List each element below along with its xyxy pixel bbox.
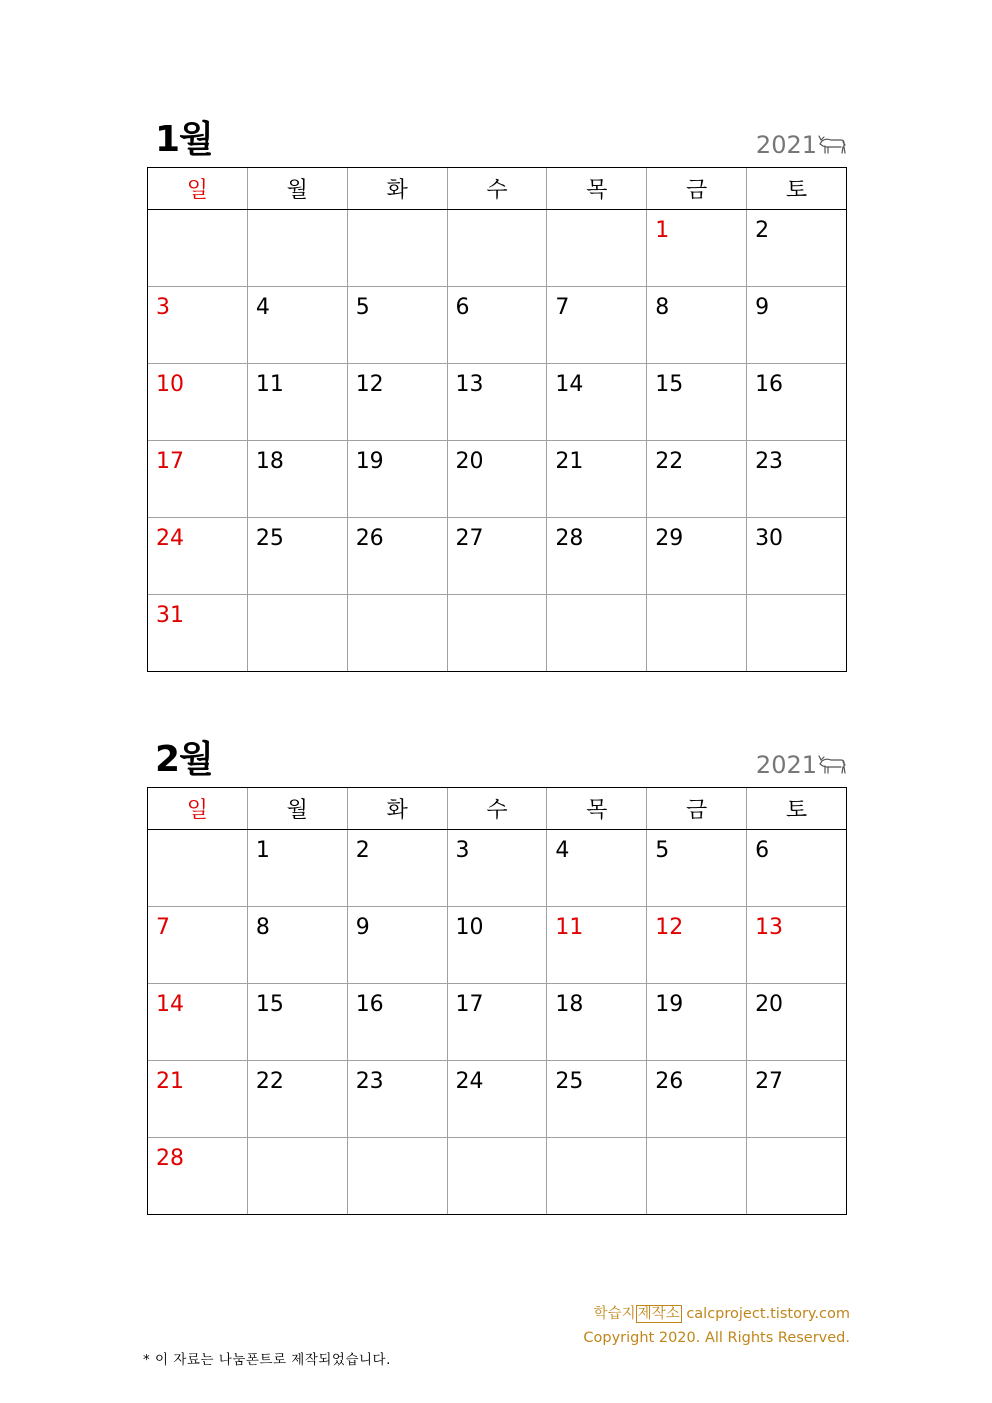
- day-cell: [647, 984, 747, 1061]
- empty-day-cell: [247, 595, 347, 672]
- day-cell: [747, 210, 847, 287]
- weekday-header-thu: 목: [547, 168, 647, 210]
- day-cell: [647, 210, 747, 287]
- day-number: [547, 1138, 646, 1148]
- day-number: [448, 595, 547, 605]
- day-number: 3: [156, 295, 170, 320]
- day-cell: [447, 984, 547, 1061]
- ox-icon: [817, 132, 847, 158]
- week-row: [148, 518, 847, 595]
- day-number: 5: [355, 295, 370, 320]
- day-cell: [647, 518, 747, 595]
- day-number: [148, 830, 247, 840]
- day-cell: [747, 518, 847, 595]
- year-wrap: [756, 750, 817, 780]
- brand-boxed: 제작소: [637, 1306, 680, 1322]
- weekday-header-mon: 월: [247, 788, 347, 830]
- day-number: 13: [755, 915, 784, 940]
- day-number: 4: [255, 295, 270, 320]
- empty-day-cell: [347, 1138, 447, 1215]
- day-number: 9: [355, 915, 370, 940]
- day-number: 8: [255, 915, 270, 940]
- day-cell: [148, 441, 248, 518]
- day-number: 28: [555, 526, 584, 551]
- day-number: 12: [655, 915, 684, 940]
- day-cell: [447, 907, 547, 984]
- day-cell: [547, 287, 647, 364]
- day-number: 23: [755, 449, 784, 474]
- day-number: 9: [755, 295, 770, 320]
- day-number: 16: [755, 372, 784, 397]
- empty-day-cell: [647, 595, 747, 672]
- day-number: 14: [156, 992, 184, 1017]
- day-number: 8: [655, 295, 670, 320]
- year-label: 2021: [755, 131, 817, 159]
- day-cell: [547, 830, 647, 907]
- day-cell: [347, 984, 447, 1061]
- day-cell: [547, 364, 647, 441]
- day-number: 28: [156, 1146, 184, 1171]
- day-number: [348, 595, 447, 605]
- weekday-header-mon: 월: [247, 168, 347, 210]
- day-number: 1: [255, 838, 270, 863]
- day-number: 17: [455, 992, 484, 1017]
- empty-day-cell: [447, 1138, 547, 1215]
- weekday-header-sat: 토: [747, 788, 847, 830]
- day-number: [148, 210, 247, 220]
- day-cell: [647, 830, 747, 907]
- day-cell: [447, 287, 547, 364]
- day-number: 2: [355, 838, 370, 863]
- day-number: 11: [555, 915, 584, 940]
- day-number: [547, 210, 646, 220]
- ox-icon: [817, 752, 847, 778]
- day-cell: [148, 1138, 248, 1215]
- weekday-header-fri: 금: [647, 788, 747, 830]
- month-february: [147, 738, 847, 1215]
- day-number: 26: [355, 526, 384, 551]
- day-number: 27: [755, 1069, 784, 1094]
- day-cell: [447, 830, 547, 907]
- weekday-header-sun: 일: [148, 168, 248, 210]
- day-number: 18: [555, 992, 584, 1017]
- day-number: 24: [455, 1069, 484, 1094]
- day-cell: [647, 907, 747, 984]
- empty-day-cell: [747, 1138, 847, 1215]
- empty-day-cell: [547, 210, 647, 287]
- day-number: 21: [555, 449, 584, 474]
- day-number: 14: [555, 372, 584, 397]
- day-cell: [647, 287, 747, 364]
- day-cell: [148, 364, 248, 441]
- day-number: [448, 1138, 547, 1148]
- week-row: [148, 595, 847, 672]
- day-number: [547, 595, 646, 605]
- day-number: 15: [655, 372, 684, 397]
- day-cell: [148, 907, 248, 984]
- day-number: 22: [255, 1069, 284, 1094]
- week-row: [148, 210, 847, 287]
- day-cell: [347, 287, 447, 364]
- day-cell: [447, 364, 547, 441]
- week-row: [148, 441, 847, 518]
- footer-brand-line: [583, 1302, 850, 1326]
- day-number: 7: [156, 915, 170, 940]
- day-number: 24: [156, 526, 184, 551]
- font-note: * 이 자료는 나눔폰트로 제작되었습니다.: [143, 1352, 391, 1368]
- day-number: 27: [455, 526, 484, 551]
- day-cell: [247, 287, 347, 364]
- day-number: 6: [755, 838, 770, 863]
- day-number: 21: [156, 1069, 184, 1094]
- weekday-header-tue: 화: [347, 168, 447, 210]
- day-number: 5: [655, 838, 670, 863]
- day-cell: [747, 1061, 847, 1138]
- calendar-table: [147, 167, 847, 672]
- day-number: 18: [255, 449, 284, 474]
- day-cell: [247, 364, 347, 441]
- day-number: [248, 595, 347, 605]
- empty-day-cell: [447, 595, 547, 672]
- calendar-table: [147, 787, 847, 1215]
- day-cell: [148, 518, 248, 595]
- day-cell: [347, 907, 447, 984]
- weekday-header-tue: 화: [347, 788, 447, 830]
- day-number: 30: [755, 526, 784, 551]
- week-row: [148, 830, 847, 907]
- day-cell: [647, 364, 747, 441]
- day-cell: [347, 518, 447, 595]
- day-number: 6: [455, 295, 470, 320]
- day-number: 12: [355, 372, 384, 397]
- day-number: 23: [355, 1069, 384, 1094]
- weekday-header-wed: 수: [447, 788, 547, 830]
- empty-day-cell: [647, 1138, 747, 1215]
- day-number: 20: [755, 992, 784, 1017]
- weekday-header-sun: 일: [148, 788, 248, 830]
- weekday-row: [148, 788, 847, 830]
- day-cell: [347, 441, 447, 518]
- week-row: [148, 1061, 847, 1138]
- day-cell: [447, 441, 547, 518]
- day-cell: [148, 984, 248, 1061]
- day-number: 19: [355, 449, 384, 474]
- empty-day-cell: [547, 1138, 647, 1215]
- month-header: [147, 738, 847, 787]
- day-cell: [447, 1061, 547, 1138]
- day-cell: [547, 518, 647, 595]
- day-cell: [247, 907, 347, 984]
- day-cell: [148, 287, 248, 364]
- day-number: 11: [255, 372, 284, 397]
- day-number: 10: [455, 915, 484, 940]
- day-number: 15: [255, 992, 284, 1017]
- day-number: 10: [156, 372, 184, 397]
- day-number: 1: [655, 218, 670, 243]
- month-january: [147, 118, 847, 672]
- day-cell: [547, 984, 647, 1061]
- day-number: 29: [655, 526, 684, 551]
- empty-day-cell: [148, 830, 248, 907]
- day-cell: [247, 830, 347, 907]
- empty-day-cell: [447, 210, 547, 287]
- empty-day-cell: [148, 210, 248, 287]
- month-header: [147, 118, 847, 167]
- month-title: 2월: [155, 739, 213, 780]
- weekday-row: [148, 168, 847, 210]
- day-number: 3: [455, 838, 470, 863]
- calendar-body: [148, 830, 847, 1215]
- day-cell: [747, 984, 847, 1061]
- day-cell: [547, 907, 647, 984]
- day-number: [348, 1138, 447, 1148]
- weekday-header-fri: 금: [647, 168, 747, 210]
- day-cell: [148, 1061, 248, 1138]
- year-label: 2021: [755, 751, 817, 779]
- day-cell: [347, 830, 447, 907]
- day-cell: [547, 441, 647, 518]
- day-cell: [347, 1061, 447, 1138]
- weekday-header-wed: 수: [447, 168, 547, 210]
- day-number: [647, 1138, 746, 1148]
- year-wrap: [756, 130, 817, 160]
- day-number: [348, 210, 447, 220]
- weekday-header-sat: 토: [747, 168, 847, 210]
- empty-day-cell: [747, 595, 847, 672]
- day-number: 26: [655, 1069, 684, 1094]
- brand-prefix: 학습지: [593, 1306, 636, 1322]
- day-number: 13: [455, 372, 484, 397]
- day-number: 22: [655, 449, 684, 474]
- week-row: [148, 907, 847, 984]
- week-row: [148, 1138, 847, 1215]
- day-cell: [148, 595, 248, 672]
- day-number: 31: [156, 603, 184, 628]
- day-number: [747, 595, 846, 605]
- calendar-body: [148, 210, 847, 672]
- day-cell: [347, 364, 447, 441]
- day-cell: [447, 518, 547, 595]
- site-link[interactable]: calcproject.tistory.com: [686, 1306, 850, 1322]
- empty-day-cell: [547, 595, 647, 672]
- empty-day-cell: [347, 595, 447, 672]
- day-number: 17: [156, 449, 184, 474]
- day-cell: [547, 1061, 647, 1138]
- day-number: 19: [655, 992, 684, 1017]
- day-number: 7: [555, 295, 570, 320]
- week-row: [148, 984, 847, 1061]
- empty-day-cell: [347, 210, 447, 287]
- day-number: 25: [555, 1069, 584, 1094]
- week-row: [148, 364, 847, 441]
- day-number: 20: [455, 449, 484, 474]
- day-cell: [247, 984, 347, 1061]
- day-cell: [647, 441, 747, 518]
- day-cell: [747, 907, 847, 984]
- month-title: 1월: [155, 119, 213, 160]
- day-number: [747, 1138, 846, 1148]
- day-cell: [747, 287, 847, 364]
- empty-day-cell: [247, 1138, 347, 1215]
- day-number: [248, 1138, 347, 1148]
- copyright-text: Copyright 2020. All Rights Reserved.: [583, 1330, 850, 1346]
- week-row: [148, 287, 847, 364]
- day-number: 2: [755, 218, 770, 243]
- day-number: [448, 210, 547, 220]
- day-cell: [747, 441, 847, 518]
- day-cell: [747, 830, 847, 907]
- day-cell: [747, 364, 847, 441]
- weekday-header-thu: 목: [547, 788, 647, 830]
- day-cell: [247, 441, 347, 518]
- day-number: 4: [555, 838, 570, 863]
- day-number: [647, 595, 746, 605]
- day-cell: [247, 1061, 347, 1138]
- day-cell: [247, 518, 347, 595]
- day-cell: [647, 1061, 747, 1138]
- footer-credits: [583, 1302, 850, 1350]
- empty-day-cell: [247, 210, 347, 287]
- day-number: 16: [355, 992, 384, 1017]
- day-number: [248, 210, 347, 220]
- day-number: 25: [255, 526, 284, 551]
